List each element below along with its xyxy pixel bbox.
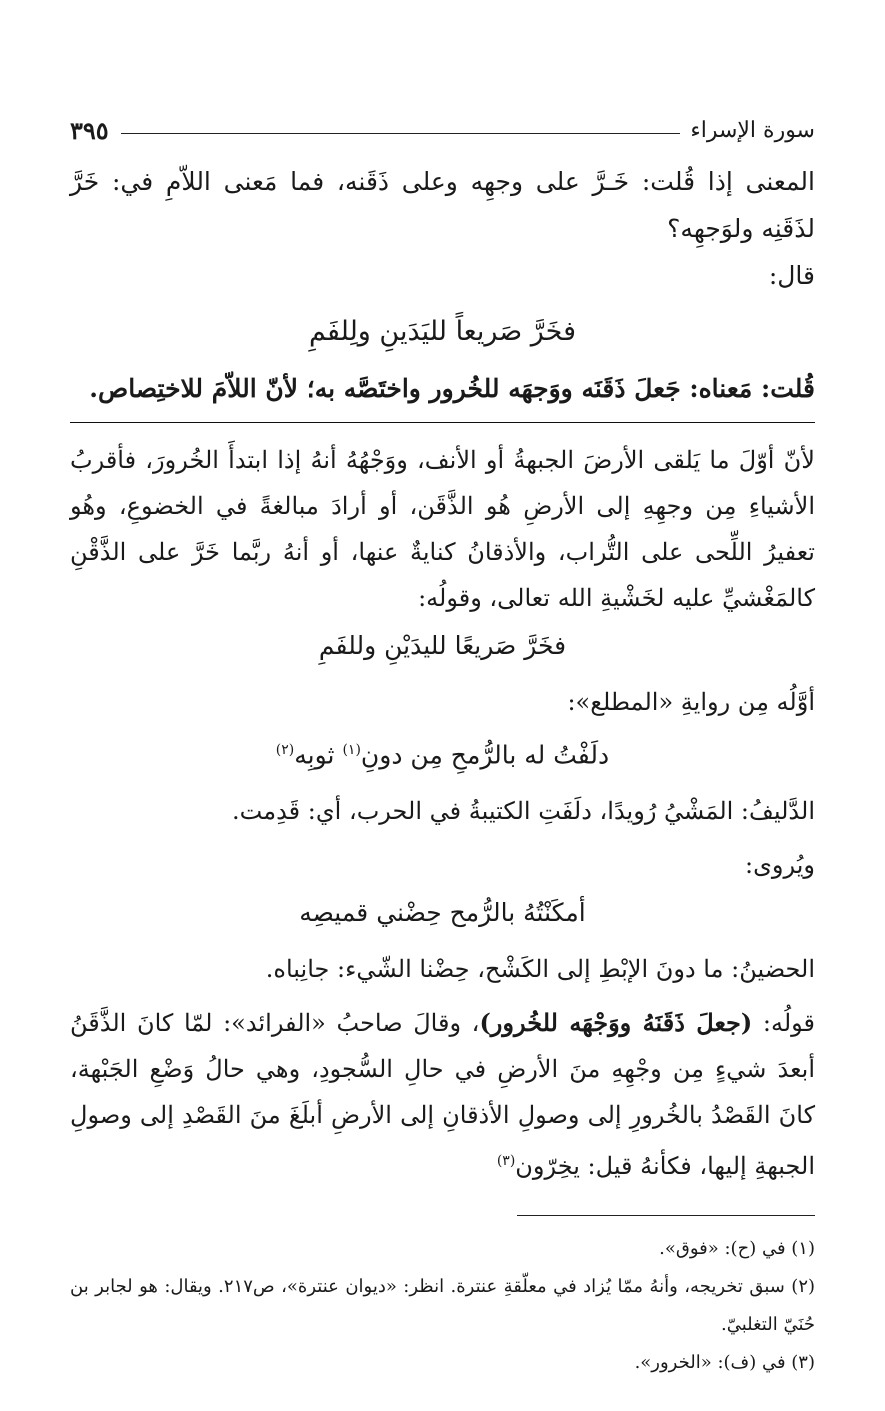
verse2-text: دلَفْتُ له بالرُّمحِ مِن دونِ	[360, 740, 610, 770]
footnote-rule	[517, 1215, 815, 1216]
commentary-verse3: أمكَنْتُهُ بالرُّمح حِضْني قميصِه	[299, 898, 586, 928]
book-page	[70, 110, 815, 1382]
commentary-hudain: الحضينُ: ما دونَ الإبْطِ إلى الكَشْح، حِضْنا الشّيء: جانِباه.	[265, 955, 815, 984]
commentary-yurwa: ويُروى:	[745, 851, 815, 880]
qawluhu-lead: قولُه:	[752, 1009, 816, 1038]
main-text-rule	[70, 422, 815, 423]
main-text-qult: قُلت: مَعناه: جَعلَ ذَقَنَه ووَجهَه للخُرور واختَصَّه به؛ لأنّ اللاّمَ للاختِصاص.	[89, 374, 815, 403]
surah-title: سورة الإسراء	[690, 117, 815, 143]
verse2-text2: ثوبِه	[294, 740, 343, 770]
commentary-dalif: الدَّليفُ: المَشْيُ رُويدًا، دلَفَتِ الكتيبةُ في الحرب، أي: قَدِمت.	[232, 797, 815, 826]
footnote-ref-2: (٢)	[275, 742, 295, 758]
commentary-verse1: فخَرَّ صَريعًا لليدَيْنِ وللفَمِ	[318, 631, 567, 660]
page-number: ٣٩٥	[70, 115, 109, 145]
footnote-3: (٣) في (ف): «الخرور».	[634, 1352, 815, 1374]
header-rule	[121, 133, 681, 134]
commentary-para1: لأنّ أوّلَ ما يَلقى الأرضَ الجبهةُ أو الأنف، ووَجْهُهُ أنهُ إذا ابتدأَ الخُرورَ، فأقربُ الأشياءِ مِن وجهِهِ إلى الأرضِ هُو الذَّقَن، أو أرادَ مبالغةً في الخضوعِ، وهُو تعفيرُ اللِّحى على التُّراب، والأذقانُ كنايةٌ عنها، أو أنهُ ربَّما خَرَّ على الذَّقْنِ كالمَغْشيِّ عليه لخَشْيةِ الله تعالى، وقولُه:	[70, 446, 815, 612]
main-verse: فخَرَّ صَريعاً لليَدَينِ ولِلفَمِ	[309, 316, 576, 347]
commentary	[70, 437, 815, 1189]
footnote-ref-1: (١)	[342, 742, 361, 758]
footnote-ref-3: (٣)	[496, 1153, 516, 1170]
commentary-awwaluhu: أوَّلُه مِن روايةِ «المطلع»:	[567, 688, 815, 716]
main-text-qala: قال:	[768, 261, 815, 290]
footnotes	[70, 1230, 815, 1382]
qawluhu-rest: ، وقالَ صاحبُ «الفرائد»: لمّا كانَ الذَّقَنُ أبعدَ شيءٍ مِن وجْهِهِ منَ الأرضِ في حالِ السُّجودِ، وهي حالُ وَضْعِ الجَبْهة، كانَ القَصْدُ بالخُرورِ إلى وصولِ الأذقانِ إلى الأرضِ أبلَغَ منَ القَصْدِ إلى وصولِ الجبهةِ إليها، فكأنهُ قيل: يخِرّون	[70, 1009, 815, 1181]
commentary-qawluhu	[70, 1000, 815, 1189]
main-text-line1: المعنى إذا قُلت: خَـرَّ على وجهِه وعلى ذَقَنه، فما مَعنى اللاّمِ في: خَرَّ لذَقَنِه ولوَجهِه؟	[70, 167, 815, 243]
qawluhu-quote: (جعلَ ذَقَنَهُ ووَجْهَه للخُرور)	[479, 1008, 753, 1038]
footnote-2: (٢) سبق تخريجه، وأنهُ ممّا يُزاد في معلّقةِ عنترة. انظر: «ديوان عنترة»، ص٢١٧. ويقال: هو لجابر بن حُنَيّ التغلبيّ.	[70, 1276, 816, 1336]
commentary-verse2	[70, 725, 815, 780]
running-head	[70, 110, 815, 150]
footnote-1: (١) في (ح): «فوق».	[659, 1238, 815, 1260]
